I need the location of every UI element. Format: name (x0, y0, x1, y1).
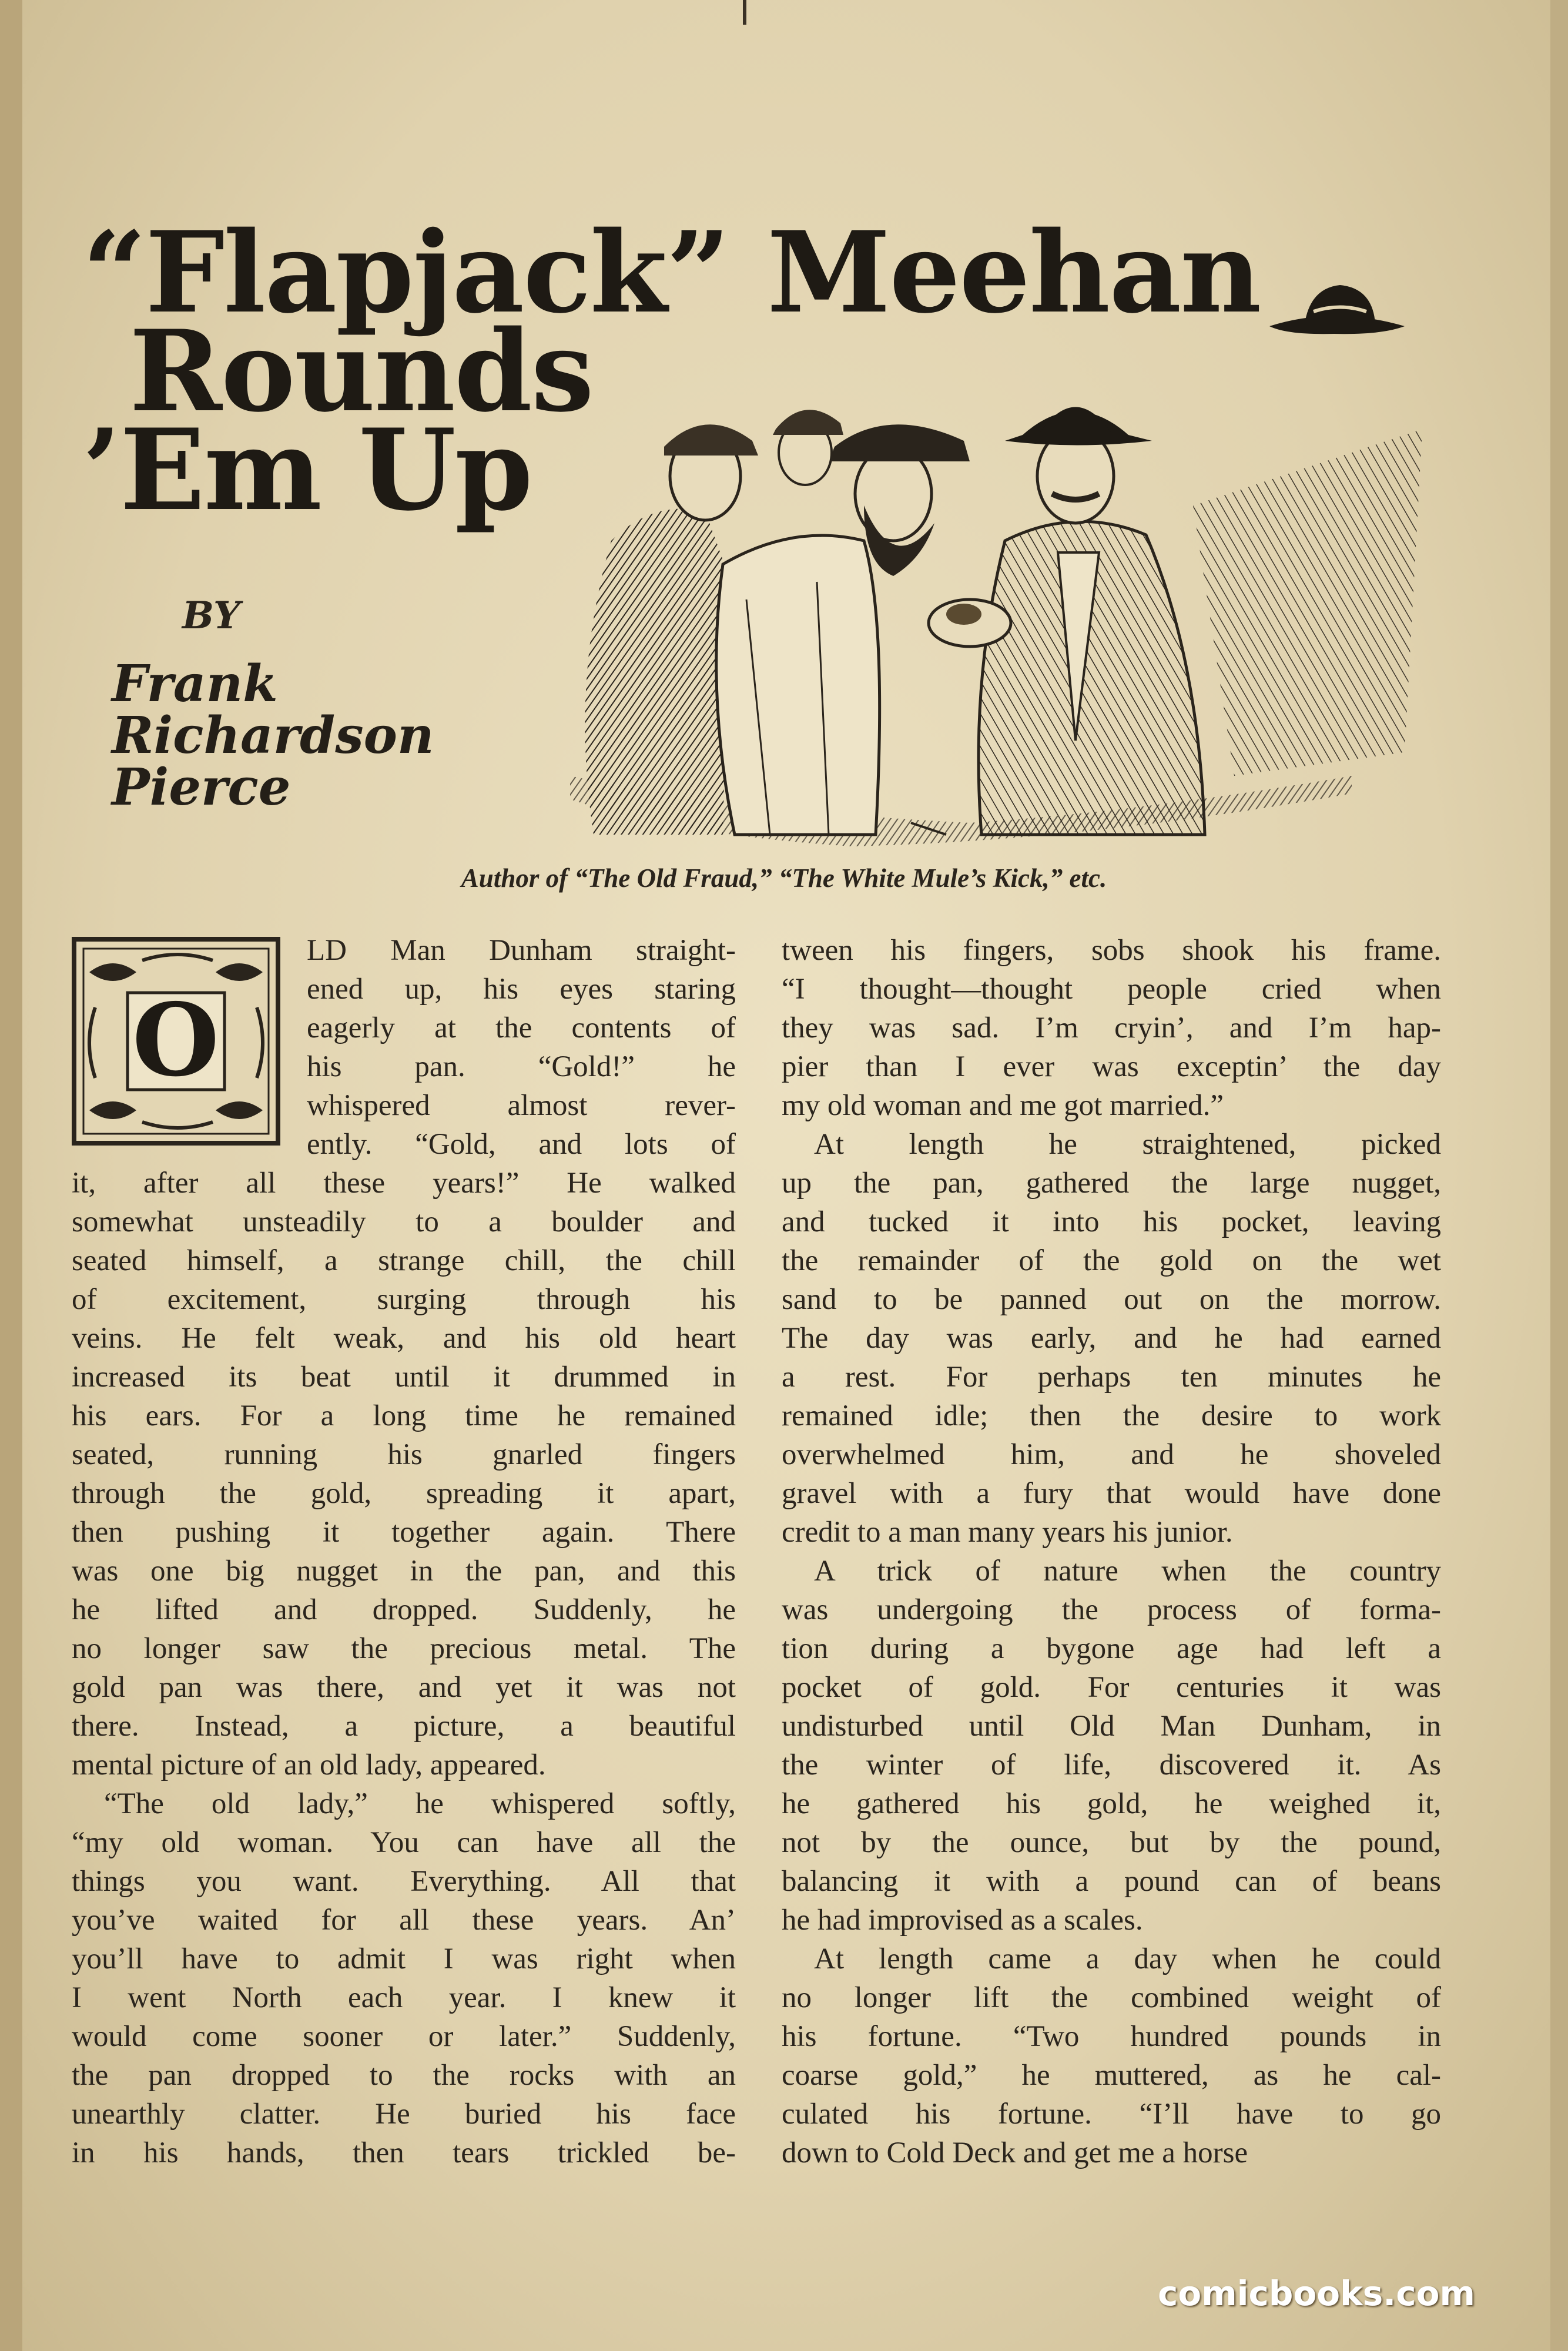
text-line: ened up, his eyes staring (307, 973, 736, 1006)
text-line: the remainder of the gold on the wet (782, 1244, 1441, 1277)
text-line: “my old woman. You can have all the (72, 1826, 736, 1859)
text-line: LD Man Dunham straight- (307, 934, 736, 967)
text-line: you’ve waited for all these years. An’ (72, 1904, 736, 1937)
text-line: pier than I ever was exceptin’ the day (782, 1050, 1441, 1083)
page-edge-right (1550, 0, 1568, 2351)
text-line: gold pan was there, and yet it was not (72, 1671, 736, 1704)
text-line: would come sooner or later.” Suddenly, (72, 2020, 736, 2053)
watermark: comicbooks.com (1158, 2273, 1475, 2313)
title-line-2: Rounds (129, 306, 593, 437)
text-line: “I thought—thought people cried when (782, 973, 1441, 1006)
text-line: culated his fortune. “I’ll have to go (782, 2098, 1441, 2131)
text-line: he lifted and dropped. Suddenly, he (72, 1593, 736, 1626)
text-line: At length he straightened, picked (814, 1128, 1441, 1161)
dropcap-letter: O (132, 982, 220, 1099)
author-line-1: Frank (112, 654, 278, 714)
text-line: somewhat unsteadily to a boulder and (72, 1205, 736, 1238)
text-line: not by the ounce, but by the pound, (782, 1826, 1441, 1859)
text-line: it, after all these years!” He walked (72, 1167, 736, 1200)
text-line: ently. “Gold, and lots of (307, 1128, 736, 1161)
text-line: overwhelmed him, and he shoveled (782, 1438, 1441, 1471)
text-line: “The old lady,” he whispered softly, (104, 1787, 736, 1820)
text-line: veins. He felt weak, and his old heart (72, 1322, 736, 1355)
text-line: sand to be panned out on the morrow. (782, 1283, 1441, 1316)
text-line: was undergoing the process of forma- (782, 1593, 1441, 1626)
text-line: things you want. Everything. All that (72, 1865, 736, 1898)
text-line: his pan. “Gold!” he (307, 1050, 736, 1083)
text-line: eagerly at the contents of (307, 1012, 736, 1044)
text-line: in his hands, then tears trickled be- (72, 2136, 736, 2169)
page-edge-left (0, 0, 22, 2351)
title-line-3: ’Em Up (82, 404, 532, 535)
author-line-2: Richardson (112, 706, 434, 765)
text-line: pocket of gold. For centuries it was (782, 1671, 1441, 1704)
text-line: his fortune. “Two hundred pounds in (782, 2020, 1441, 2053)
page-mark (743, 0, 746, 25)
text-line: gravel with a fury that would have done (782, 1477, 1441, 1510)
text-line: I went North each year. I knew it (72, 1981, 736, 2014)
text-line: the winter of life, discovered it. As (782, 1749, 1441, 1781)
text-line: his ears. For a long time he remained (72, 1399, 736, 1432)
text-line: you’ll have to admit I was right when (72, 1943, 736, 1975)
text-line: then pushing it together again. There (72, 1516, 736, 1549)
text-line: The day was early, and he had earned (782, 1322, 1441, 1355)
story-illustration (558, 329, 1428, 858)
text-line: he had improvised as a scales. (782, 1904, 1143, 1937)
text-line: unearthly clatter. He buried his face (72, 2098, 736, 2131)
text-line: was one big nugget in the pan, and this (72, 1555, 736, 1588)
text-line: undisturbed until Old Man Dunham, in (782, 1710, 1441, 1743)
author-credits: Author of “The Old Fraud,” “The White Mule’s Kick,” etc. (461, 863, 1107, 893)
text-line: up the pan, gathered the large nugget, (782, 1167, 1441, 1200)
text-line: my old woman and me got married.” (782, 1089, 1224, 1122)
text-line: increased its beat until it drummed in (72, 1361, 736, 1394)
text-line: he gathered his gold, he weighed it, (782, 1787, 1441, 1820)
text-line: A trick of nature when the country (814, 1555, 1441, 1588)
text-line: mental picture of an old lady, appeared. (72, 1749, 546, 1781)
text-line: seated himself, a strange chill, the chill (72, 1244, 736, 1277)
text-column-left (72, 931, 736, 2172)
text-line: a rest. For perhaps ten minutes he (782, 1361, 1441, 1394)
text-line: down to Cold Deck and get me a horse (782, 2136, 1248, 2169)
text-line: the pan dropped to the rocks with an (72, 2059, 736, 2092)
title-line-1: “Flapjack” Meehan (82, 207, 1261, 338)
text-line: no longer lift the combined weight of (782, 1981, 1441, 2014)
text-line: remained idle; then the desire to work (782, 1399, 1441, 1432)
text-line: tion during a bygone age had left a (782, 1632, 1441, 1665)
text-line: balancing it with a pound can of beans (782, 1865, 1441, 1898)
author-name (112, 654, 582, 817)
by-label: BY (182, 594, 240, 638)
text-line: they was sad. I’m cryin’, and I’m hap- (782, 1012, 1441, 1044)
text-line: of excitement, surging through his (72, 1283, 736, 1316)
text-line: and tucked it into his pocket, leaving (782, 1205, 1441, 1238)
text-line: there. Instead, a picture, a beautiful (72, 1710, 736, 1743)
text-line: seated, running his gnarled fingers (72, 1438, 736, 1471)
text-line: no longer saw the precious metal. The (72, 1632, 736, 1665)
text-line: credit to a man many years his junior. (782, 1516, 1233, 1549)
author-line-3: Pierce (112, 758, 291, 817)
text-line: whispered almost rever- (307, 1089, 736, 1122)
text-line: At length came a day when he could (814, 1943, 1441, 1975)
text-line: tween his fingers, sobs shook his frame. (782, 934, 1441, 967)
text-line: coarse gold,” he muttered, as he cal- (782, 2059, 1441, 2092)
text-line: through the gold, spreading it apart, (72, 1477, 736, 1510)
text-column-right (782, 931, 1441, 2172)
